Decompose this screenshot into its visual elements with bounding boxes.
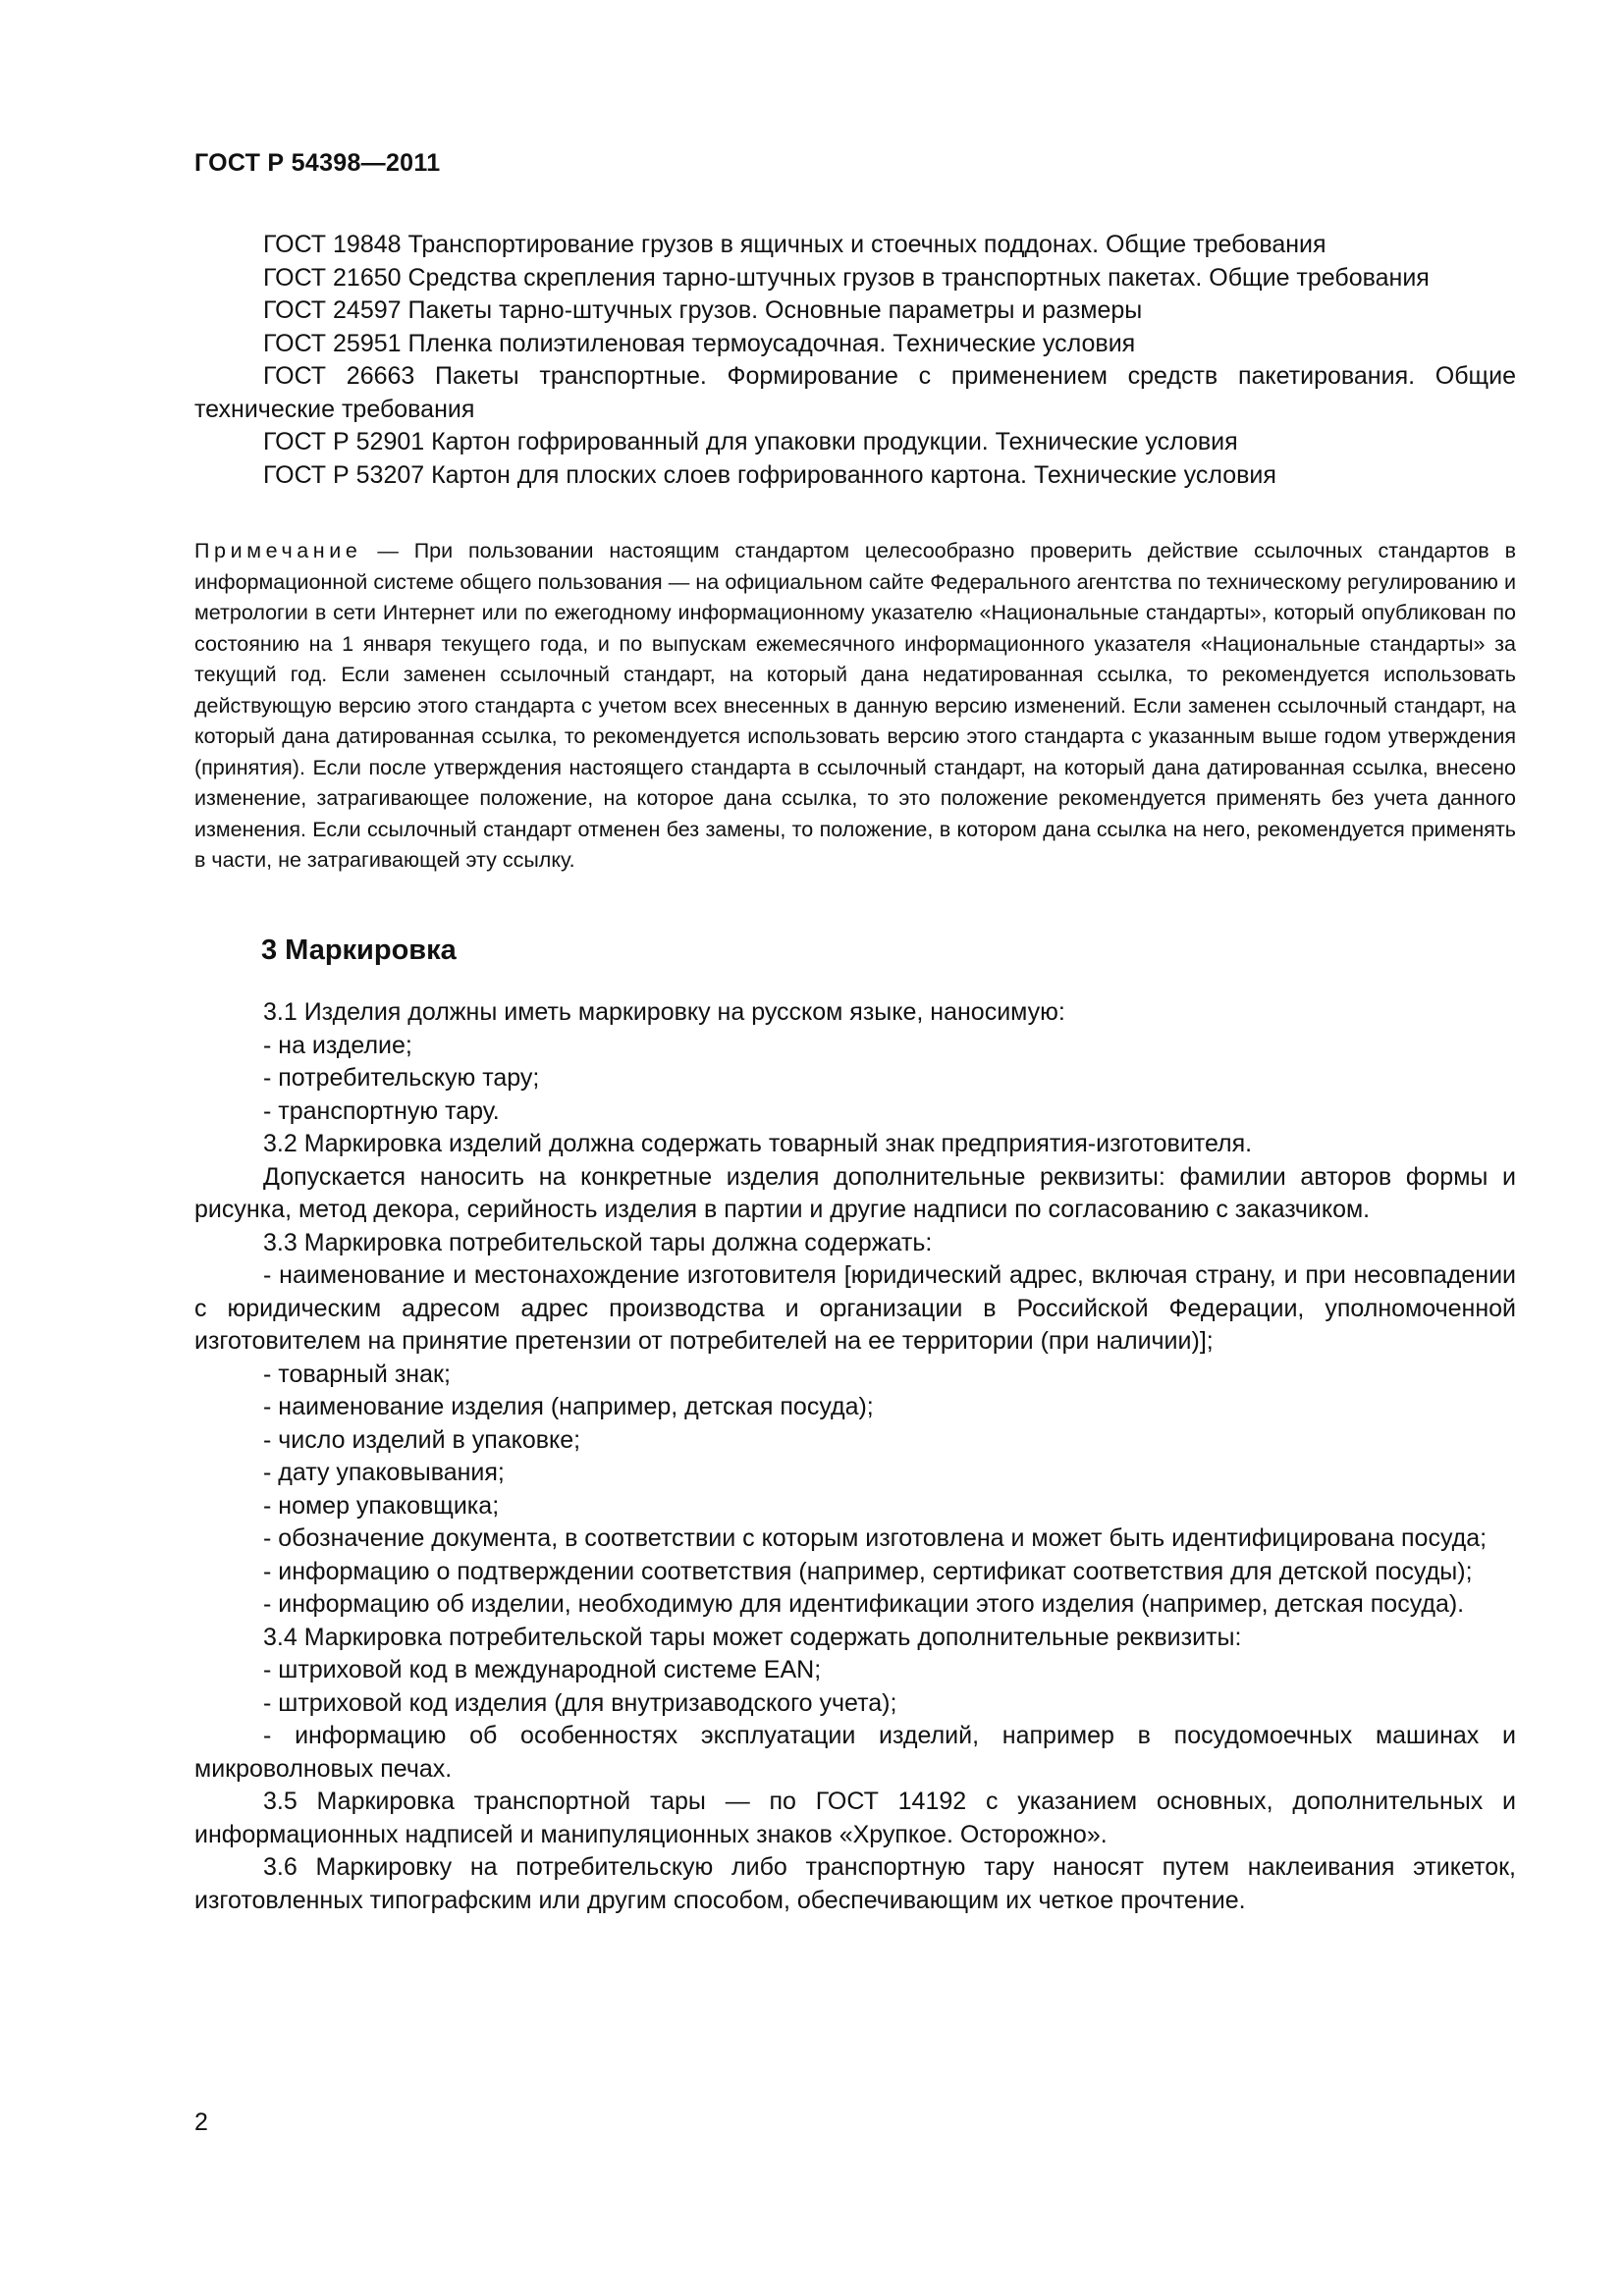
section-paragraph: 3.4 Маркировка потребительской тары может содержать дополнительные реквизиты:: [263, 1623, 1242, 1651]
section-paragraph: - на изделие;: [263, 1031, 412, 1059]
section-body: [194, 996, 1516, 1917]
document-header: ГОСТ Р 54398—2011: [194, 149, 441, 177]
note-block: [194, 536, 1516, 877]
section-paragraph: - информацию об особенностях эксплуатации изделий, например в посудомоечных машинах и микроволновых печах.: [194, 1722, 1516, 1783]
reference-item: ГОСТ 19848 Транспортирование грузов в ящичных и стоечных поддонах. Общие требования: [263, 231, 1326, 258]
section-paragraph: 3.3 Маркировка потребительской тары должна содержать:: [263, 1228, 933, 1256]
section-paragraph: - наименование и местонахождение изготовителя [юридический адрес, включая страну, и при несовпадении с юридическим адресом адрес производства и организации в Российской Федерации, уполномоченной изготовителем на принятие претензии от потребителей на ее территории (при наличии)];: [194, 1261, 1516, 1355]
section-paragraph: - потребительскую тару;: [263, 1064, 540, 1092]
reference-item: ГОСТ Р 52901 Картон гофрированный для упаковки продукции. Технические условия: [263, 428, 1238, 455]
section-paragraph: 3.6 Маркировку на потребительскую либо транспортную тару наносят путем наклеивания этикеток, изготовленных типографским или другим способом, обеспечивающим их четкое прочтение.: [194, 1853, 1516, 1914]
note-label: Примечание: [194, 539, 362, 562]
section-paragraph: 3.5 Маркировка транспортной тары — по ГОСТ 14192 с указанием основных, дополнительных и информационных надписей и манипуляционных знаков «Хрупкое. Осторожно».: [194, 1788, 1516, 1848]
note-text: — При пользовании настоящим стандартом целесообразно проверить действие ссылочных стандартов в информационной системе общего пользования — на официальном сайте Федерального агентства по техническому регулированию и метрологии в сети Интернет или по ежегодному информационному указателю «Национальные стандарты», который опубликован по состоянию на 1 января текущего года, и по выпускам ежемесячного информационного указателя «Национальные стандарты» за текущий год. Если заменен ссылочный стандарт, на который дана недатированная ссылка, то рекомендуется использовать действующую версию этого стандарта с учетом всех внесенных в данную версию изменений. Если заменен ссылочный стандарт, на который дана датированная ссылка, то рекомендуется использовать версию этого стандарта с указанным выше годом утверждения (принятия). Если после утверждения настоящего стандарта в ссылочный стандарт, на который дана датированная ссылка, внесено изменение, затрагивающее положение, на которое дана ссылка, то это положение рекомендуется применять без учета данного изменения. Если ссылочный стандарт отменен без замены, то положение, в котором дана ссылка на него, рекомендуется применять в части, не затрагивающей эту ссылку.: [194, 539, 1516, 872]
section-paragraph: - информацию о подтверждении соответствия (например, сертификат соответствия для детской посуды);: [263, 1557, 1473, 1585]
reference-item: ГОСТ 25951 Пленка полиэтиленовая термоусадочная. Технические условия: [263, 329, 1136, 357]
section-paragraph: 3.2 Маркировка изделий должна содержать товарный знак предприятия-изготовителя.: [263, 1130, 1253, 1157]
reference-item: ГОСТ 26663 Пакеты транспортные. Формирование с применением средств пакетирования. Общие технические требования: [194, 362, 1516, 423]
section-paragraph: - наименование изделия (например, детская посуда);: [263, 1393, 874, 1420]
section-paragraph: 3.1 Изделия должны иметь маркировку на русском языке, наносимую:: [263, 998, 1065, 1026]
reference-item: ГОСТ 24597 Пакеты тарно-штучных грузов. Основные параметры и размеры: [263, 296, 1143, 324]
reference-item: ГОСТ 21650 Средства скрепления тарно-штучных грузов в транспортных пакетах. Общие требования: [263, 263, 1430, 292]
section-paragraph: - транспортную тару.: [263, 1096, 500, 1125]
section-paragraph: Допускается наносить на конкретные изделия дополнительные реквизиты: фамилии авторов формы и рисунка, метод декора, серийность изделия в партии и другие надписи по согласованию с заказчиком.: [194, 1162, 1516, 1223]
section-paragraph: - число изделий в упаковке;: [263, 1425, 581, 1454]
section-paragraph: - дату упаковывания;: [263, 1459, 505, 1486]
section-paragraph: - информацию об изделии, необходимую для идентификации этого изделия (например, детская посуда).: [263, 1590, 1465, 1618]
section-title: 3 Маркировка: [261, 934, 457, 966]
reference-item: ГОСТ Р 53207 Картон для плоских слоев гофрированного картона. Технические условия: [263, 460, 1276, 489]
section-paragraph: - штриховой код изделия (для внутризаводского учета);: [263, 1688, 897, 1717]
section-paragraph: - обозначение документа, в соответствии с которым изготовлена и может быть идентифицирована посуда;: [263, 1524, 1488, 1552]
page-number: 2: [194, 2109, 208, 2136]
section-paragraph: - товарный знак;: [263, 1360, 451, 1388]
section-paragraph: - штриховой код в международной системе EAN;: [263, 1656, 822, 1683]
section-paragraph: - номер упаковщика;: [263, 1491, 500, 1520]
normative-references-list: [194, 229, 1516, 492]
